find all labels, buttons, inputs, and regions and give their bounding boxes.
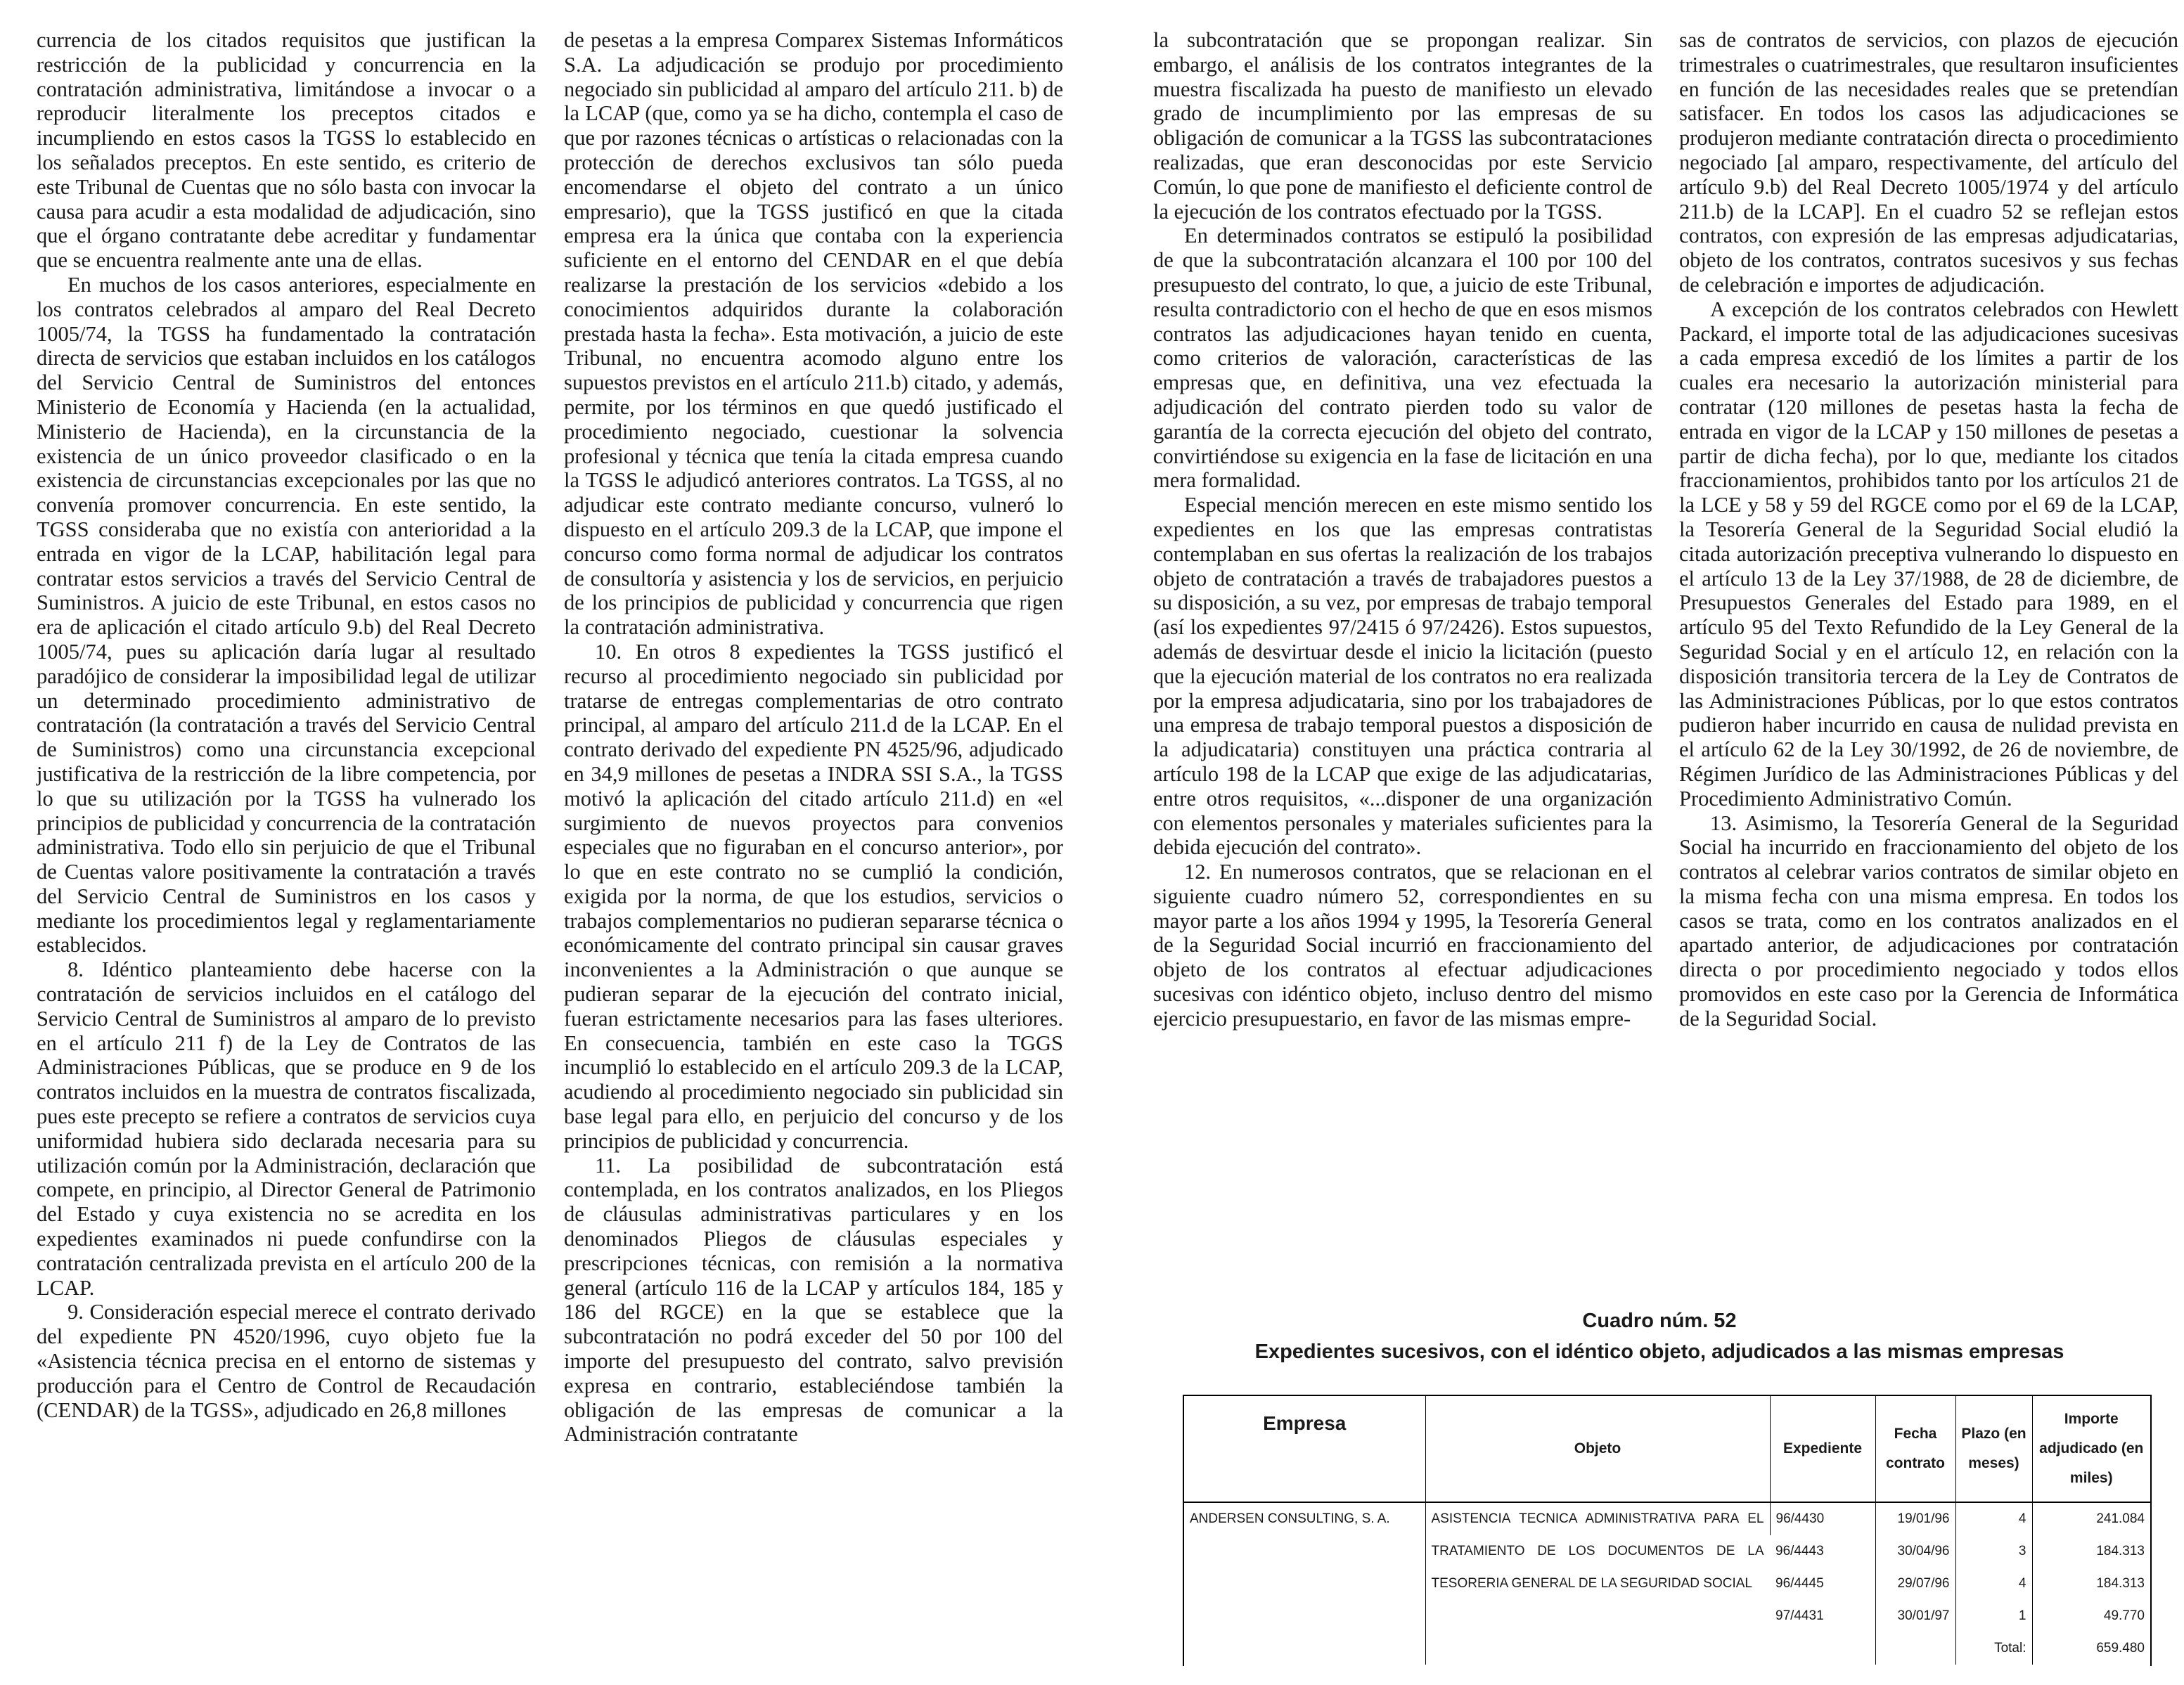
table-title: Cuadro núm. 52 <box>1582 1310 1737 1332</box>
paragraph: En determinados contratos se estipuló la posibilidad de que la subcontratación alcanzara el 100 por 100 del presupuesto del contrato, lo que, a juicio de este Tribunal, resulta contradictorio con el hecho de que en esos mismos contratos las adjudicaciones hayan tenido en cuenta, como criterios de valoración, características de las empresas que, en definitiva, una vez efectuada la adjudicación del contrato pierden todo su valor de garantía de la correcta ejecución del objeto del contrato, convirtiéndose su exigencia en la fase de licitación en una mera formalidad. <box>1153 224 1652 493</box>
cell-importe: 241.084 <box>2032 1502 2150 1535</box>
text-column-1 <box>37 28 536 1422</box>
header-fecha: Fecha contrato <box>1875 1396 1955 1502</box>
cell-importe: 184.313 <box>2032 1535 2150 1568</box>
header-expediente: Expediente <box>1770 1396 1875 1502</box>
text-column-4 <box>1679 28 2178 1031</box>
paragraph: 10. En otros 8 expedientes la TGSS justificó el recurso al procedimiento negociado sin publicidad por tratarse de entregas complementarias de otro contrato principal, al amparo del artículo 211.d de la LCAP. En el contrato derivado del expediente PN 4525/96, adjudicado en 34,9 millones de pesetas a INDRA SSI S.A., la TGSS motivó la aplicación del citado artículo 211.d) en «el surgimiento de nuevos proyectos para convenios especiales que no figuraban en el concurso anterior», por lo que en este contrato no se cumplió la condición, exigida por la norma, de que los estudios, servicios o trabajos complementarios no pudieran separarse técnica o económicamente del contrato principal sin causar graves inconvenientes a la Administración o que aunque se pudieran separar de la ejecución del contrato inicial, fueran estrictamente necesarios para las fases ulteriores. En consecuencia, también en este caso la TGGS incumplió lo establecido en el artículo 209.3 de la LCAP, acudiendo al procedimiento negociado sin publicidad sin base legal para ello, en perjuicio del concurso y de los principios de publicidad y concurrencia. <box>564 639 1063 1153</box>
paragraph: 11. La posibilidad de subcontratación está contemplada, en los contratos analizados, en los Pliegos de cláusulas administrativas particulares y en los denominados Pliegos de cláusulas especiales y prescripciones técnicas, con remisión a la normativa general (artículo 116 de la LCAP y artículos 184, 185 y 186 del RGCE) en la que se establece que la subcontratación no podrá exceder del 50 por 100 del importe del presupuesto del contrato, salvo previsión expresa en contrario, estableciéndose también la obligación de las empresas de comunicar a la Administración contratante <box>564 1153 1063 1447</box>
header-objeto: Objeto <box>1425 1396 1770 1502</box>
table-header-row <box>1184 1396 2150 1502</box>
paragraph: 8. Idéntico planteamiento debe hacerse con la contratación de servicios incluidos en el catálogo del Servicio Central de Suministros al amparo de lo previsto en el artículo 211 f) de la Ley de Contratos de las Administraciones Públicas, que se produce en 9 de los contratos incluidos en la muestra de contratos fiscalizada, pues este precepto se refiere a contratos de servicios cuya uniformidad hubiera sido declarada necesaria para su utilización común por la Administración, declaración que compete, en principio, al Director General de Patrimonio del Estado y cuya existencia no se acredita en los expedientes examinados ni puede confundirse con la contratación centralizada prevista en el artículo 200 de la LCAP. <box>37 957 536 1300</box>
cell-importe: 184.313 <box>2032 1568 2150 1600</box>
paragraph: A excepción de los contratos celebrados con Hewlett Packard, el importe total de las adjudicaciones sucesivas a cada empresa excedió de los límites a partir de los cuales era necesario la autorización ministerial para contratar (120 millones de pesetas hasta la fecha de entrada en vigor de la LCAP y 150 millones de pesetas a partir de dicha fecha), por lo que, mediante los citados fraccionamientos, prohibidos tanto por los artículos 21 de la LCE y 58 y 59 del RGCE como por el 69 de la LCAP, la Tesorería General de la Seguridad Social eludió la citada autorización preceptiva vulnerando lo dispuesto en el artículo 13 de la Ley 37/1988, de 28 de diciembre, de Presupuestos Generales del Estado para 1989, en el artículo 95 del Texto Refundido de la Ley General de la Seguridad Social y en el artículo 12, en relación con la disposición transitoria tercera de la Ley de Contratos de las Administraciones Públicas, por lo que estos contratos pudieron haber incurrido en causa de nulidad prevista en el artículo 62 de la Ley 30/1992, de 26 de noviembre, de Régimen Jurídico de las Administraciones Públicas y del Procedimiento Administrativo Común. <box>1679 297 2178 811</box>
cell-importe: 49.770 <box>2032 1600 2150 1632</box>
cell-plazo: 4 <box>1955 1502 2032 1535</box>
cuadro-52-table <box>1183 1395 2152 1666</box>
paragraph: sas de contratos de servicios, con plazos de ejecución trimestrales o cuatrimestrales, que resultaron insuficientes en función de las necesidades reales que se pretendían satisfacer. En todos los casos las adjudicaciones se produjeron mediante contratación directa o procedimiento negociado [al amparo, respectivamente, del artículo del artículo 9.b) del Real Decreto 1005/1974 y del artículo 211.b) de la LCAP]. En el cuadro 52 se reflejan estos contratos, con expresión de las empresas adjudicatarias, objeto de los contratos, contratos sucesivos y sus fechas de celebración e importes de adjudicación. <box>1679 28 2178 297</box>
total-value: 659.480 <box>2032 1632 2150 1665</box>
text-column-3 <box>1153 28 1652 1031</box>
cell-plazo: 1 <box>1955 1600 2032 1632</box>
cell-expediente: 96/4445 <box>1775 1576 1824 1591</box>
cell-fecha: 29/07/96 <box>1875 1568 1955 1600</box>
paragraph: de pesetas a la empresa Comparex Sistemas Informáticos S.A. La adjudicación se produjo por procedimiento negociado sin publicidad al amparo del artículo 211. b) de la LCAP (que, como ya se ha dicho, contempla el caso de que por razones técnicas o artísticas o relacionadas con la protección de derechos exclusivos tan sólo pueda encomendarse el objeto del contrato a un único empresario), que la TGSS justificó en que la citada empresa era la única que contaba con la experiencia suficiente en el entorno del CENDAR en el que debía realizarse la prestación de los servicios «debido a los conocimientos adquiridos durante la colaboración prestada hasta la fecha». Esta motivación, a juicio de este Tribunal, no encuentra acomodo alguno entre los supuestos previstos en el artículo 211.b) citado, y además, permite, por los términos en que quedó justificado el procedimiento negociado, cuestionar la solvencia profesional y técnica que tenía la citada empresa cuando la TGSS le adjudicó anteriores contratos. La TGSS, al no adjudicar este contrato mediante concurso, vulneró lo dispuesto en el artículo 209.3 de la LCAP, que impone el concurso como forma normal de adjudicar los contratos de consultoría y asistencia y los de servicios, en perjuicio de los principios de publicidad y concurrencia que rigen la contratación administrativa. <box>564 28 1063 640</box>
cell-expediente: 97/4431 <box>1775 1608 1824 1623</box>
paragraph: currencia de los citados requisitos que justifican la restricción de la publicidad y concurrencia en la contratación administrativa, limitándose a invocar o a reproducir literalmente los preceptos citados e incumpliendo en estos casos la TGSS lo establecido en los señalados preceptos. En este sentido, es criterio de este Tribunal de Cuentas que no sólo basta con invocar la causa para acudir a esta modalidad de adjudicación, sino que el órgano contratante debe acreditar y fundamentar que se encuentra realmente ante una de ellas. <box>37 28 536 273</box>
cell-fecha: 30/04/96 <box>1875 1535 1955 1568</box>
paragraph: Especial mención merecen en este mismo sentido los expedientes en los que las empresas contratistas contemplaban en sus ofertas la realización de los trabajos objeto de contratación a través de trabajadores puestos a su disposición, a su vez, por empresas de trabajo temporal (así los expedientes 97/2415 ó 97/2426). Estos supuestos, además de desvirtuar desde el inicio la licitación (puesto que la ejecución material de los contratos no era realizada por la empresa adjudicataria, sino por los trabajadores de una empresa de trabajo temporal puestos a disposición de la adjudicataria) constituyen una práctica contraria al artículo 198 de la LCAP que exige de las adjudicatarias, entre otros requisitos, «...disponer de una organización con elementos personales y materiales suficientes para la debida ejecución del contrato». <box>1153 493 1652 860</box>
paragraph: 13. Asimismo, la Tesorería General de la Seguridad Social ha incurrido en fraccionamiento del objeto de los contratos al celebrar varios contratos de similar objeto en la misma fecha con una misma empresa. En todos los casos se trata, como en los contratos analizados en el apartado anterior, de adjudicaciones por contratación directa o por procedimiento negociado y todos ellos promovidos en este caso por la Gerencia de Informática de la Seguridad Social. <box>1679 811 2178 1031</box>
cell-expediente: 96/4443 <box>1775 1544 1824 1558</box>
cell-fecha: 19/01/96 <box>1875 1502 1955 1535</box>
paragraph: En muchos de los casos anteriores, especialmente en los contratos celebrados al amparo del Real Decreto 1005/74, la TGSS ha fundamentado la contratación directa de servicios que estaban incluidos en los catálogos del Servicio Central de Suministros del entonces Ministerio de Economía y Hacienda (en la actualidad, Ministerio de Hacienda), en la circunstancia de la existencia de un único proveedor clasificado o en la existencia de circunstancias excepcionales por las que no convenía promover concurrencia. En este sentido, la TGSS consideraba que no existía con anterioridad a la entrada en vigor de la LCAP, habilitación legal para contratar estos servicios a través del Servicio Central de Suministros. A juicio de este Tribunal, en estos casos no era de aplicación el citado artículo 9.b) del Real Decreto 1005/74, pues su aplicación daría lugar al resultado paradójico de considerar la imposibilidad legal de utilizar un determinado procedimiento administrativo de contratación (la contratación a través del Servicio Central de Suministros) como una circunstancia excepcional justificativa de la restricción de la libre competencia, por lo que su utilización por la TGSS ha vulnerado los principios de publicidad y concurrencia de la contratación administrativa. Todo ello sin perjuicio de que el Tribunal de Cuentas valore positivamente la contratación a través del Servicio Central de Suministros en los casos y mediante los procedimientos legal y reglamentariamente establecidos. <box>37 272 536 957</box>
paragraph: la subcontratación que se propongan realizar. Sin embargo, el análisis de los contratos integrantes de la muestra fiscalizada ha puesto de manifiesto un elevado grado de incumplimiento por las empresas de su obligación de comunicar a la TGSS las subcontrataciones realizadas, que eran desconocidas por este Servicio Común, lo que pone de manifiesto el deficiente control de la ejecución de los contratos efectuado por la TGSS. <box>1153 28 1652 224</box>
paragraph: 9. Consideración especial merece el contrato derivado del expediente PN 4520/1996, cuyo objeto fue la «Asistencia técnica precisa en el entorno de sistemas y producción para el Centro de Control de Recaudación (CENDAR) de la TGSS», adjudicado en 26,8 millones <box>37 1300 536 1422</box>
table-subtitle: Expedientes sucesivos, con el idéntico objeto, adjudicados a las mismas empresas <box>1254 1341 2064 1363</box>
header-importe: Importe adjudicado (en miles) <box>2032 1396 2150 1502</box>
text-column-2 <box>564 28 1063 1447</box>
header-empresa: Empresa <box>1184 1396 1425 1502</box>
cell-plazo: 3 <box>1955 1535 2032 1568</box>
cell-expediente: 96/4430 <box>1770 1502 1875 1535</box>
cell-empresa: ANDERSEN CONSULTING, S. A. <box>1190 1511 1390 1526</box>
header-plazo: Plazo (en meses) <box>1955 1396 2032 1502</box>
cell-objeto: ASISTENCIA TECNICA ADMINISTRATIVA PARA EL TRATAMIENTO DE LOS DOCUMENTOS DE LA TESORERIA GENERAL DE LA SEGURIDAD SOCIAL <box>1425 1502 1770 1665</box>
cell-plazo: 4 <box>1955 1568 2032 1600</box>
cell-fecha: 30/01/97 <box>1875 1600 1955 1632</box>
total-label: Total: <box>1955 1632 2032 1665</box>
paragraph: 12. En numerosos contratos, que se relacionan en el siguiente cuadro número 52, correspondientes en su mayor parte a los años 1994 y 1995, la Tesorería General de la Seguridad Social incurrió en fraccionamiento del objeto de los contratos al efectuar adjudicaciones sucesivas con idéntico objeto, incluso dentro del mismo ejercicio presupuestario, en favor de las mismas empre- <box>1153 860 1652 1031</box>
table-row <box>1184 1502 2150 1535</box>
